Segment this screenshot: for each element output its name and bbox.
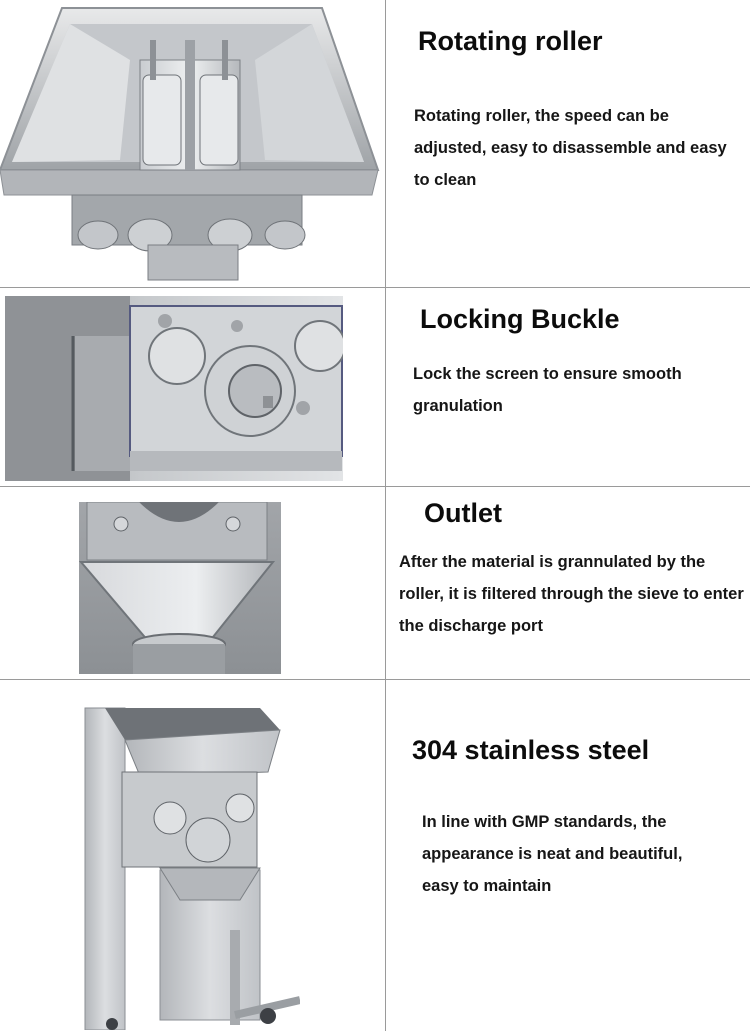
rotating-roller-photo bbox=[0, 0, 385, 287]
row-divider bbox=[0, 287, 750, 288]
feature-title: Rotating roller bbox=[418, 26, 603, 56]
feature-description: Lock the screen to ensure smooth granulation bbox=[413, 365, 682, 415]
row-divider bbox=[0, 679, 750, 680]
locking-buckle-photo bbox=[5, 296, 343, 481]
feature-description: After the material is grannulated by the roller, it is filtered through the sieve to enter the discharge port bbox=[399, 553, 744, 635]
row-divider bbox=[0, 486, 750, 487]
machine-overview-photo bbox=[80, 700, 300, 1030]
outlet-photo bbox=[79, 502, 281, 674]
feature-title: Outlet bbox=[424, 498, 502, 528]
column-divider bbox=[385, 0, 386, 1031]
feature-title: Locking Buckle bbox=[420, 304, 620, 334]
feature-description: In line with GMP standards, the appearance is neat and beautiful, easy to maintain bbox=[422, 813, 683, 895]
feature-title: 304 stainless steel bbox=[412, 735, 650, 765]
feature-description: Rotating roller, the speed can be adjusted, easy to disassemble and easy to clean bbox=[414, 107, 727, 189]
